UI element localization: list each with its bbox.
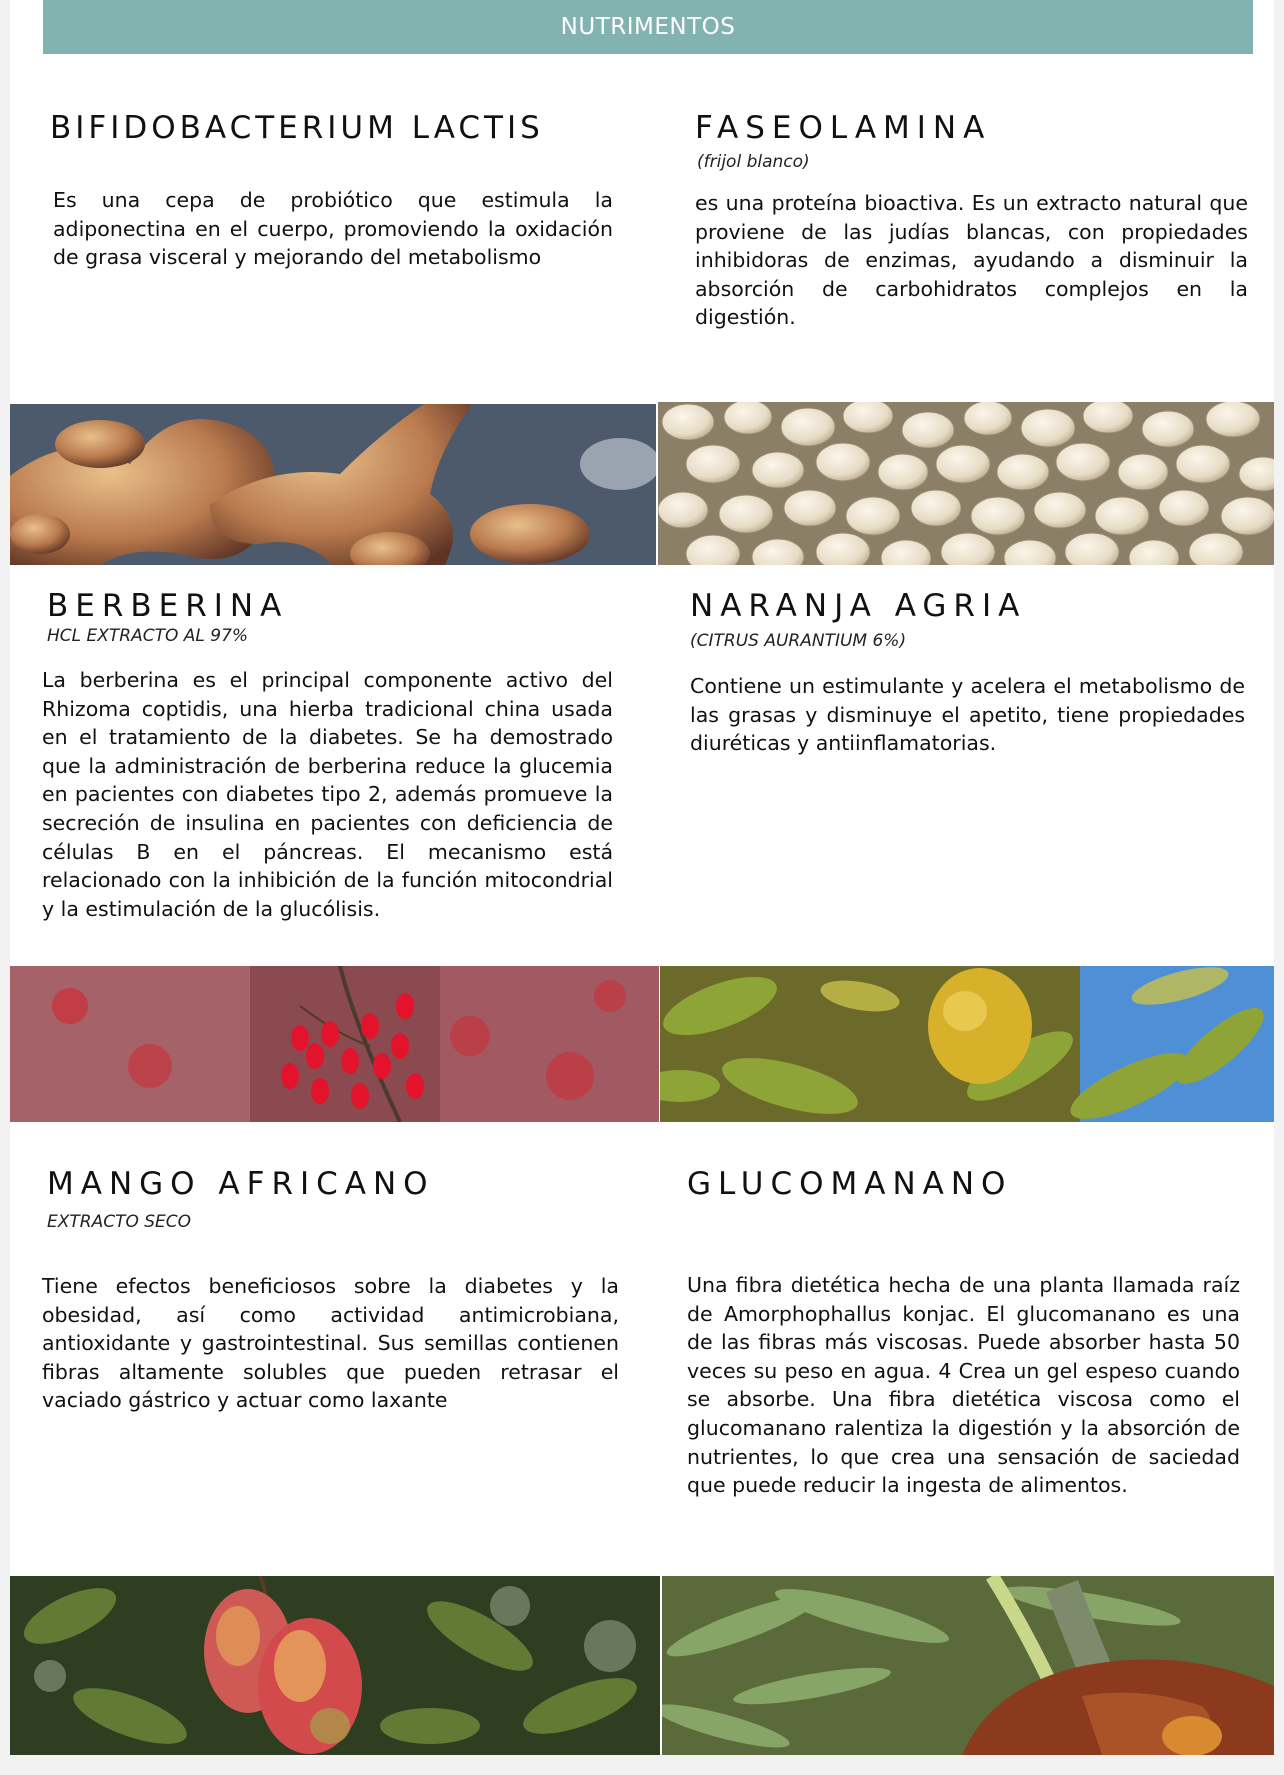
african-mango-photo — [10, 1576, 660, 1755]
section-subtitle-berberina: HCL EXTRACTO AL 97% — [47, 626, 249, 646]
section-title-mango-africano: MANGO AFRICANO — [47, 1166, 435, 1202]
header-bar — [43, 0, 1253, 54]
section-title-bifidobacterium: BIFIDOBACTERIUM LACTIS — [50, 110, 544, 146]
section-title-glucomanano: GLUCOMANANO — [687, 1166, 1013, 1202]
section-text-berberina: La berberina es el principal componente activo del Rhizoma coptidis, una hierba tradicional china usada en el tratamiento de la diabetes. Se ha demostrado que la administración de berberina reduce la glucemia en pacientes con diabetes tipo 2, además promueve la secreción de insulina en pacientes con deficiencia de células B en el páncreas. El mecanismo está relacionado con la inhibición de la función mitocondrial y la estimulación de la glucólisis. — [42, 668, 613, 921]
section-subtitle-faseolamina: (frijol blanco) — [697, 152, 810, 172]
bifidobacteria-microscope-photo — [10, 404, 656, 565]
red-berries-photo — [10, 966, 659, 1122]
white-beans-photo — [658, 402, 1274, 565]
section-text-faseolamina: es una proteína bioactiva. Es un extracto natural que proviene de las judías blancas, con propiedades inhibidoras de enzimas, ayudando a disminuir la absorción de carbohidratos complejos en la digestión. — [695, 191, 1248, 330]
section-subtitle-naranja-agria: (CITRUS AURANTIUM 6%) — [690, 631, 907, 651]
header-title: NUTRIMENTOS — [560, 14, 736, 40]
section-text-glucomanano: Una fibra dietética hecha de una planta llamada raíz de Amorphophallus konjac. El glucomanano es una de las fibras más viscosas. Puede absorber hasta 50 veces su peso en agua. 4 Crea un gel espeso cuando se absorbe. Una fibra dietética viscosa como el glucomanano ralentiza la digestión y la absorción de nutrientes, lo que crea una sensación de saciedad que puede reducir la ingesta de alimentos. — [687, 1273, 1240, 1498]
nutrients-page — [10, 0, 1274, 1755]
section-title-naranja-agria: NARANJA AGRIA — [690, 588, 1027, 624]
konjac-root-photo — [662, 1576, 1274, 1755]
section-subtitle-mango-africano: EXTRACTO SECO — [47, 1212, 192, 1232]
section-title-berberina: BERBERINA — [47, 588, 289, 624]
section-text-bifidobacterium: Es una cepa de probiótico que estimula la adiponectina en el cuerpo, promoviendo la oxidación de grasa visceral y mejorando del metabolismo — [53, 188, 613, 270]
section-text-mango-africano: Tiene efectos beneficiosos sobre la diabetes y la obesidad, así como actividad antimicrobiana, antioxidante y gastrointestinal. Sus semillas contienen fibras altamente solubles que pueden retrasar el vaciado gástrico y actuar como laxante — [42, 1274, 619, 1413]
bitter-orange-tree-photo — [660, 966, 1274, 1122]
section-title-faseolamina: FASEOLAMINA — [695, 110, 992, 146]
section-text-naranja-agria: Contiene un estimulante y acelera el metabolismo de las grasas y disminuye el apetito, tiene propiedades diuréticas y antiinflamatorias. — [690, 674, 1245, 756]
